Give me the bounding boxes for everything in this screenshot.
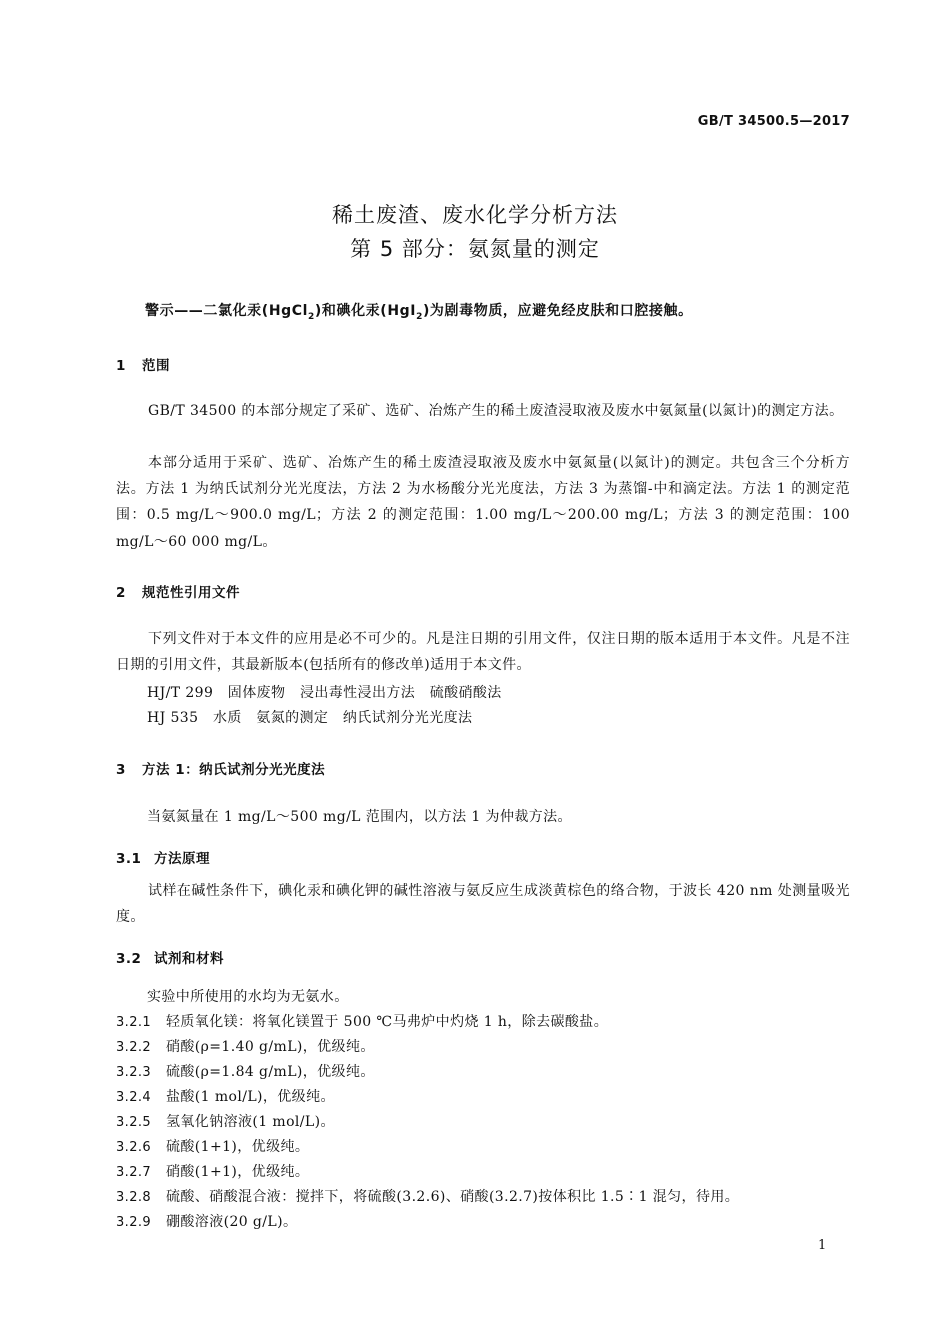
standard-number: GB/T 34500.5—2017	[697, 114, 850, 129]
page-number: 1	[818, 1238, 827, 1253]
warning-notice	[145, 300, 693, 322]
section-3-1-heading: 3.1 方法原理	[116, 851, 210, 867]
section-1-para-2: 本部分适用于采矿、选矿、冶炼产生的稀土废渣浸取液及废水中氨氮量(以氮计)的测定。共包含三个分析方法。方法 1 为纳氏试剂分光光度法，方法 2 为水杨酸分光光度法，方法 3 为蒸馏-中和滴定法。方法 1 的测定范围：0.5 mg/L～900.0 mg/L；方法 2 的测定范围：1.00 mg/L～200.00 mg/L；方法 3 的测定范围：100 mg/L～60 000 mg/L。	[116, 455, 850, 550]
section-2-para-1: 下列文件对于本文件的应用是必不可少的。凡是注日期的引用文件，仅注日期的版本适用于本文件。凡是不注日期的引用文件，其最新版本(包括所有的修改单)适用于本文件。	[116, 631, 850, 674]
warning-suffix: )为剧毒物质，应避免经皮肤和口腔接触。	[422, 303, 693, 319]
section-2-heading: 2 规范性引用文件	[116, 585, 240, 601]
reference-hj-t-299: HJ/T 299 固体废物 浸出毒性浸出方法 硫酸硝酸法	[147, 685, 502, 701]
reference-hj-535: HJ 535 水质 氨氮的测定 纳氏试剂分光光度法	[147, 710, 473, 726]
document-subtitle: 第 5 部分：氨氮量的测定	[350, 237, 600, 261]
section-1-para-1: GB/T 34500 的本部分规定了采矿、选矿、冶炼产生的稀土废渣浸取液及废水中氨氮量(以氮计)的测定方法。	[148, 403, 844, 419]
document-title: 稀土废渣、废水化学分析方法	[332, 203, 618, 227]
section-3-2-heading: 3.2 试剂和材料	[116, 951, 224, 967]
formula-hgcl2: HgCl$_2$	[268, 303, 315, 322]
section-1-heading: 1 范围	[116, 358, 170, 374]
section-3-para-1: 当氨氮量在 1 mg/L～500 mg/L 范围内，以方法 1 为仲裁方法。	[147, 809, 572, 825]
reagent-item: 3.2.6 硫酸(1+1)，优级纯。	[116, 1139, 310, 1155]
reagent-item: 3.2.4 盐酸(1 mol/L)，优级纯。	[116, 1089, 335, 1105]
section-3-heading: 3 方法 1：纳氏试剂分光光度法	[116, 762, 326, 778]
section-3-1-para: 试样在碱性条件下，碘化汞和碘化钾的碱性溶液与氨反应生成淡黄棕色的络合物，于波长 420 nm 处测量吸光度。	[116, 883, 850, 926]
reagent-item: 3.2.7 硝酸(1+1)，优级纯。	[116, 1164, 310, 1180]
reagent-item: 3.2.2 硝酸(ρ=1.40 g/mL)，优级纯。	[116, 1039, 375, 1055]
reagent-item: 3.2.9 硼酸溶液(20 g/L)。	[116, 1214, 298, 1230]
formula-hgi2: HgI$_2$	[387, 303, 423, 322]
section-3-2-intro: 实验中所使用的水均为无氨水。	[147, 989, 349, 1005]
reagent-item: 3.2.3 硫酸(ρ=1.84 g/mL)，优级纯。	[116, 1064, 375, 1080]
warning-middle: )和碘化汞(	[314, 303, 388, 319]
reagent-item: 3.2.8 硫酸、硝酸混合液：搅拌下，将硫酸(3.2.6)、硝酸(3.2.7)按体积比 1.5∶1 混匀，待用。	[116, 1189, 740, 1205]
reagent-item: 3.2.1 轻质氧化镁：将氧化镁置于 500 ℃马弗炉中灼烧 1 h，除去碳酸盐。	[116, 1014, 609, 1030]
reagent-item: 3.2.5 氢氧化钠溶液(1 mol/L)。	[116, 1114, 335, 1130]
warning-prefix: 警示——二氯化汞(	[145, 303, 269, 319]
